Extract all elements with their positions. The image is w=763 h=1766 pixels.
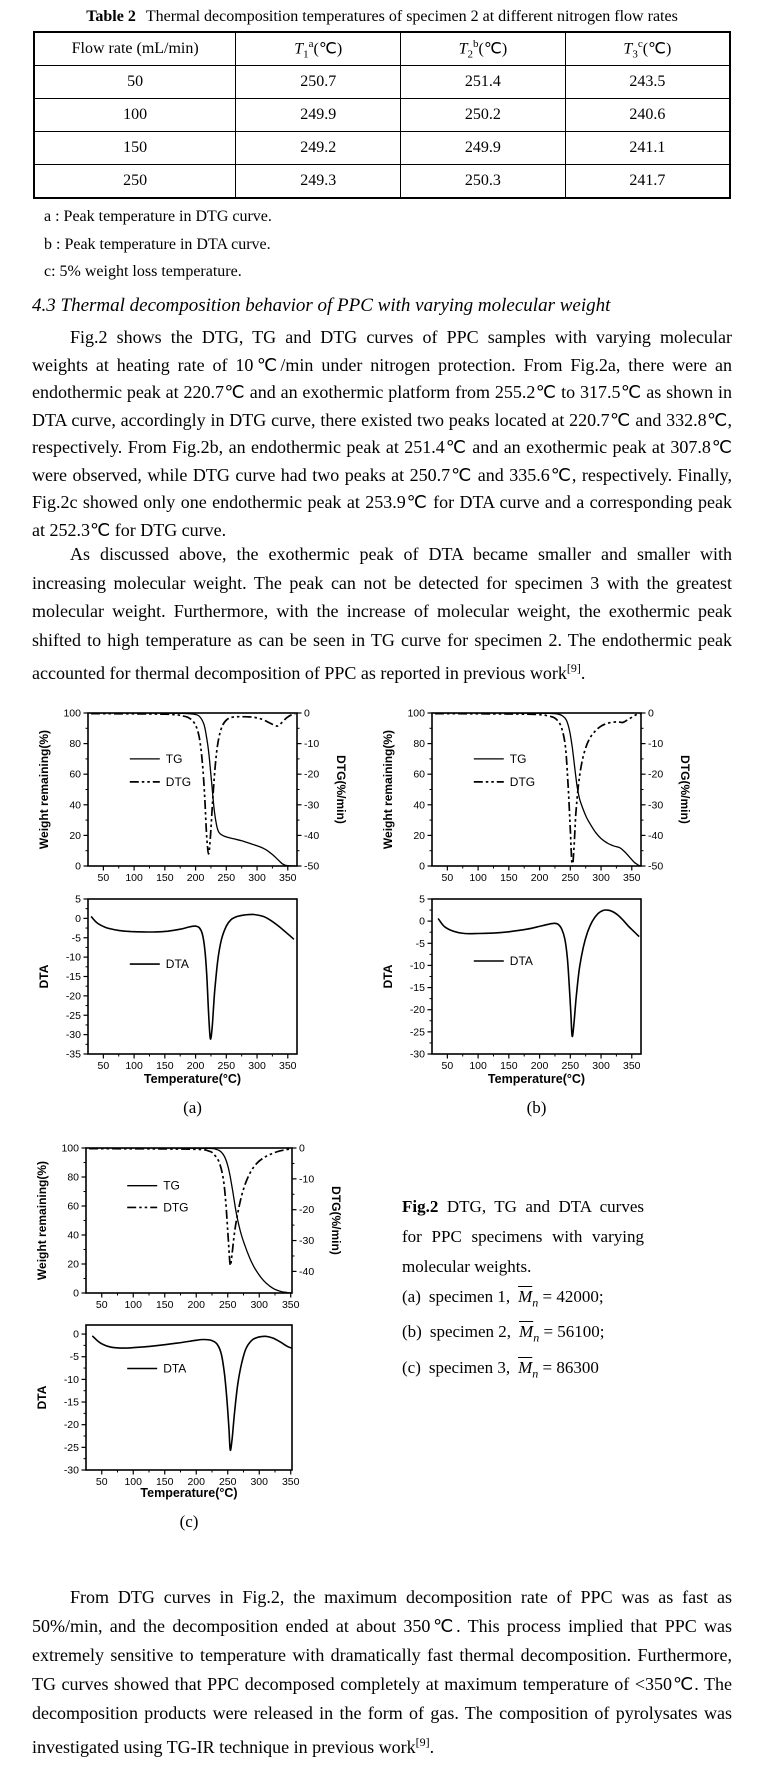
svg-text:100: 100 [61, 1142, 79, 1155]
svg-text:150: 150 [500, 1060, 518, 1072]
svg-text:-25: -25 [63, 1441, 79, 1454]
svg-text:350: 350 [281, 1299, 300, 1311]
svg-text:0: 0 [304, 707, 310, 720]
table-cell: 243.5 [565, 66, 730, 99]
svg-text:300: 300 [248, 872, 266, 884]
svg-text:DTG(%/min): DTG(%/min) [678, 755, 692, 824]
svg-text:60: 60 [69, 768, 81, 781]
svg-text:150: 150 [500, 872, 518, 884]
footnote: c: 5% weight loss temperature. [44, 263, 242, 280]
paragraph-2 [32, 540, 732, 688]
svg-text:0: 0 [419, 915, 425, 928]
table-cell: 250 [34, 165, 236, 199]
svg-text:TG: TG [509, 751, 527, 766]
svg-text:-35: -35 [65, 1048, 81, 1061]
figure-caption-item: (c) specimen 3, $\overline{M}_n = 86300$ [402, 1357, 599, 1381]
svg-text:250: 250 [218, 1299, 237, 1311]
svg-text:300: 300 [592, 1060, 610, 1072]
svg-text:150: 150 [156, 1060, 174, 1072]
svg-text:-20: -20 [65, 990, 81, 1003]
table-row [34, 99, 730, 132]
svg-text:-30: -30 [65, 1029, 81, 1042]
table-cell: 241.7 [565, 165, 730, 199]
table-cell: 241.1 [565, 132, 730, 165]
mn-symbol: $\overline{M}$ [519, 1322, 534, 1342]
table-cell: 250.2 [401, 99, 566, 132]
table-cell: 240.6 [565, 99, 730, 132]
svg-text:200: 200 [187, 1299, 206, 1311]
table-title-text: Thermal decomposition temperatures of specimen 2 at different nitrogen flow rates [145, 8, 678, 25]
svg-text:350: 350 [279, 872, 297, 884]
svg-text:-30: -30 [648, 799, 664, 812]
svg-text:-15: -15 [409, 982, 425, 995]
svg-text:100: 100 [125, 1060, 143, 1072]
svg-text:0: 0 [75, 912, 81, 925]
table-cell: 100 [34, 99, 236, 132]
data-table [33, 31, 731, 199]
figure-caption-item: (a) specimen 1, $\overline{M}_n = 42000$; [402, 1287, 604, 1310]
figure-caption [402, 1192, 644, 1388]
svg-text:60: 60 [67, 1200, 79, 1213]
svg-text:0: 0 [73, 1328, 79, 1341]
table-row [34, 132, 730, 165]
table-cell: 150 [34, 132, 236, 165]
svg-text:Temperature(°C): Temperature(°C) [487, 1072, 586, 1086]
svg-text:Weight remaining(%): Weight remaining(%) [381, 729, 395, 850]
svg-text:200: 200 [186, 872, 205, 884]
svg-text:0: 0 [648, 707, 654, 720]
svg-text:60: 60 [413, 768, 425, 781]
svg-text:250: 250 [561, 872, 580, 884]
figure-caption-main [402, 1192, 644, 1282]
figure-panel-a [28, 698, 373, 1134]
svg-text:-20: -20 [63, 1419, 79, 1432]
svg-text:-40: -40 [304, 829, 320, 842]
svg-text:250: 250 [217, 872, 236, 884]
svg-text:300: 300 [592, 872, 610, 884]
section-heading: 4.3 Thermal decomposition behavior of PPC with varying molecular weight [32, 295, 611, 316]
svg-text:200: 200 [530, 872, 549, 884]
svg-text:Weight remaining(%): Weight remaining(%) [35, 1160, 49, 1281]
mn-symbol: $\overline{M}$ [518, 1357, 533, 1377]
table-cell: 249.3 [236, 165, 401, 199]
mn-symbol: $\overline{M}$ [518, 1287, 533, 1306]
svg-text:20: 20 [413, 829, 425, 842]
svg-text:-10: -10 [65, 951, 81, 964]
svg-text:DTG: DTG [165, 774, 192, 789]
svg-text:-20: -20 [648, 768, 664, 781]
svg-text:50: 50 [95, 1476, 108, 1488]
svg-text:DTA: DTA [163, 1361, 187, 1376]
svg-text:-10: -10 [648, 738, 664, 751]
svg-text:40: 40 [69, 799, 81, 812]
svg-text:DTG(%/min): DTG(%/min) [334, 755, 348, 824]
svg-text:DTA: DTA [381, 964, 395, 989]
svg-text:5: 5 [419, 893, 425, 906]
svg-text:50: 50 [95, 1299, 108, 1311]
svg-text:20: 20 [67, 1258, 79, 1271]
svg-text:-25: -25 [409, 1026, 425, 1039]
svg-text:-20: -20 [409, 1004, 425, 1017]
figure-caption-items [402, 1282, 644, 1388]
svg-text:200: 200 [186, 1060, 205, 1072]
svg-text:Weight remaining(%): Weight remaining(%) [37, 729, 51, 850]
svg-text:DTA: DTA [37, 964, 51, 989]
svg-text:(c): (c) [179, 1512, 199, 1531]
svg-text:-30: -30 [409, 1048, 425, 1061]
svg-text:50: 50 [97, 1060, 110, 1072]
svg-text:150: 150 [155, 1299, 174, 1311]
table-head [34, 32, 730, 66]
svg-text:TG: TG [163, 1178, 180, 1193]
svg-text:50: 50 [441, 872, 454, 884]
footnote: b : Peak temperature in DTA curve. [44, 235, 271, 253]
svg-text:300: 300 [250, 1476, 269, 1488]
svg-text:150: 150 [155, 1476, 174, 1488]
table-row [34, 66, 730, 99]
svg-text:100: 100 [469, 872, 487, 884]
svg-text:80: 80 [413, 738, 425, 751]
table-header-cell: $T_3^c(℃)$ [565, 32, 730, 66]
paragraph-1: Fig.2 shows the DTG, TG and DTG curves of PPC samples with varying molecular weights at heating rate of 10℃/min under nitrogen protection. From Fig.2a, there were an endothermic peak at 220.7℃ and an exothermic platform from 255.2℃ to 317.5℃ as shown in DTA curve, accordingly in DTG curve, there existed two peaks located at 220.7℃ and 332.8℃, respectively. From Fig.2b, an endothermic peak at 251.4℃ and an exothermic peak at 307.8℃ were observed, while DTG curve had two peaks at 250.7℃ and 335.6℃, respectively. Finally, Fig.2c showed only one endothermic peak at 253.9℃ for DTA curve and a corresponding peak at 252.3℃ for DTG curve. [32, 327, 732, 540]
svg-text:0: 0 [75, 860, 81, 873]
svg-text:DTA: DTA [35, 1385, 49, 1410]
svg-text:0: 0 [419, 860, 425, 873]
svg-text:-10: -10 [299, 1173, 315, 1186]
table-body [34, 66, 730, 199]
svg-text:DTA: DTA [165, 957, 189, 972]
svg-text:DTG: DTG [509, 774, 536, 789]
svg-text:350: 350 [279, 1060, 297, 1072]
figure-caption-text: DTG, TG and DTA curves for PPC specimens with varying molecular weights. [402, 1197, 645, 1276]
svg-text:(a): (a) [183, 1098, 202, 1117]
svg-text:100: 100 [125, 872, 143, 884]
paragraph-2-tail: . [580, 663, 586, 683]
svg-text:40: 40 [413, 799, 425, 812]
svg-text:100: 100 [469, 1060, 487, 1072]
svg-text:-50: -50 [648, 860, 664, 873]
svg-text:-30: -30 [304, 799, 320, 812]
table-cell: 250.3 [401, 165, 566, 199]
svg-text:200: 200 [530, 1060, 549, 1072]
svg-text:40: 40 [67, 1229, 79, 1242]
svg-text:350: 350 [281, 1476, 300, 1488]
svg-text:Temperature(°C): Temperature(°C) [140, 1486, 238, 1500]
table-cell: 249.9 [401, 132, 566, 165]
svg-text:-15: -15 [63, 1396, 79, 1409]
svg-text:80: 80 [69, 738, 81, 751]
svg-text:-20: -20 [299, 1204, 315, 1217]
figure-panel-b [372, 698, 717, 1134]
svg-text:-50: -50 [304, 860, 320, 873]
paragraph-3-tail: . [429, 1737, 435, 1757]
table-cell: 250.7 [236, 66, 401, 99]
table-section [33, 8, 731, 199]
table-header-cell: $T_2^b(℃)$ [401, 32, 566, 66]
svg-text:250: 250 [218, 1476, 237, 1488]
svg-text:-40: -40 [648, 829, 664, 842]
table-title [33, 8, 731, 26]
table-header-cell: Flow rate (mL/min) [34, 32, 236, 66]
table-footnotes [44, 203, 272, 286]
svg-text:Temperature(°C): Temperature(°C) [143, 1072, 242, 1086]
figure-caption-item: (b) specimen 2, $\overline{M}_n = 56100$; [402, 1322, 605, 1345]
figure-panel-c [28, 1133, 380, 1543]
svg-text:200: 200 [187, 1476, 206, 1488]
svg-text:50: 50 [97, 872, 110, 884]
svg-text:150: 150 [156, 872, 174, 884]
paragraph-2-text: As discussed above, the exothermic peak of DTA became smaller and smaller with increasing molecular weight. The peak can not be detected for specimen 3 with the greatest molecular weight. Furthermore, with the increase of molecular weight, the exothermic peak shifted to high temperature as can be seen in TG curve for specimen 2. The endothermic peak accounted for thermal decomposition of PPC as reported in previous work [32, 544, 732, 683]
paragraph-3-text: From DTG curves in Fig.2, the maximum decomposition rate of PPC was as fast as 50%/min, and the decomposition ended at about 350℃. This process implied that PPC was extremely sensitive to temperature with dramatically fast thermal decomposition. Furthermore, TG curves showed that PPC decomposed completely at maximum temperature of <350℃. The decomposition products were released in the form of gas. The composition of pyrolysates was investigated using TG-IR technique in previous work [32, 1587, 732, 1757]
svg-text:0: 0 [299, 1142, 305, 1155]
svg-text:250: 250 [217, 1060, 236, 1072]
figure-caption-tag: Fig.2 [402, 1197, 439, 1216]
svg-text:TG: TG [165, 751, 183, 766]
svg-text:DTG(%/min): DTG(%/min) [329, 1186, 343, 1255]
svg-text:-5: -5 [69, 1351, 79, 1364]
table-cell: 249.2 [236, 132, 401, 165]
svg-text:-10: -10 [304, 738, 320, 751]
svg-text:100: 100 [124, 1476, 143, 1488]
svg-text:300: 300 [250, 1299, 269, 1311]
table-header-cell: $T_1^a(℃)$ [236, 32, 401, 66]
svg-text:-30: -30 [299, 1235, 315, 1248]
svg-text:DTA: DTA [509, 954, 533, 968]
paragraph-3 [32, 1583, 732, 1762]
table-cell: 251.4 [401, 66, 566, 99]
svg-text:80: 80 [67, 1171, 79, 1184]
svg-text:300: 300 [248, 1060, 266, 1072]
svg-text:100: 100 [63, 707, 81, 720]
footnote: a : Peak temperature in DTG curve. [44, 208, 272, 225]
svg-text:-5: -5 [415, 937, 425, 950]
svg-text:5: 5 [75, 893, 81, 906]
citation-ref: [9] [566, 661, 581, 675]
svg-text:250: 250 [561, 1060, 580, 1072]
svg-text:-10: -10 [63, 1373, 79, 1386]
table-row [34, 165, 730, 199]
svg-text:-25: -25 [65, 1009, 81, 1022]
svg-text:-40: -40 [299, 1265, 315, 1278]
svg-text:50: 50 [441, 1060, 454, 1072]
table-cell: 249.9 [236, 99, 401, 132]
svg-text:350: 350 [623, 1060, 641, 1072]
svg-text:(b): (b) [526, 1098, 547, 1117]
svg-text:0: 0 [73, 1287, 79, 1300]
svg-text:-15: -15 [65, 971, 81, 983]
svg-text:-30: -30 [63, 1464, 79, 1477]
svg-text:100: 100 [407, 707, 425, 720]
svg-text:350: 350 [623, 872, 641, 884]
svg-text:DTG: DTG [163, 1200, 189, 1215]
svg-text:-5: -5 [71, 932, 81, 945]
citation-ref: [9] [415, 1735, 430, 1749]
table-title-tag: Table 2 [86, 8, 136, 25]
svg-text:-20: -20 [304, 768, 320, 781]
table-header-row [34, 32, 730, 66]
svg-text:100: 100 [124, 1299, 143, 1311]
table-cell: 50 [34, 66, 236, 99]
svg-text:20: 20 [69, 829, 81, 842]
svg-text:-10: -10 [409, 959, 425, 972]
